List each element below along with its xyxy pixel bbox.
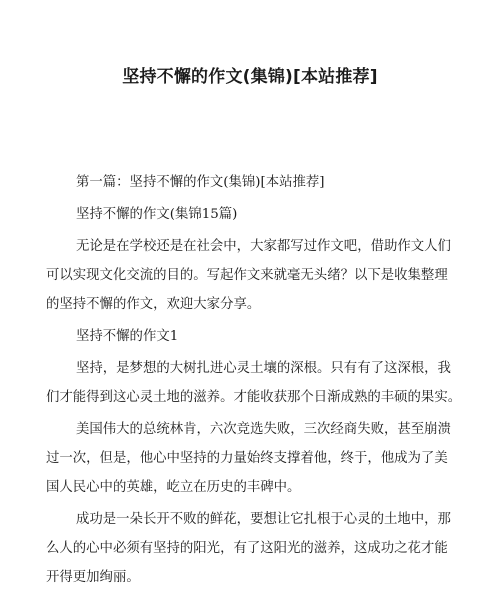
paragraph-line: 坚持，是梦想的大树扎进心灵土壤的深根。只有有了这深根，我 (76, 361, 451, 376)
subtitle: 坚持不懈的作文(集锦15篇) (76, 207, 238, 222)
paragraph-line: 国人民心中的英雄，屹立在历史的丰碑中。 (46, 480, 301, 495)
paragraph-line: 可以实现文化交流的目的。写起作文来就毫无头绪？以下是收集整理 (46, 268, 448, 283)
paragraph-line: 美国伟大的总统林肯，六次竞选失败，三次经商失败，甚至崩溃 (76, 422, 451, 437)
paragraph-line: 无论是在学校还是在社会中，大家都写过作文吧，借助作文人们 (76, 239, 451, 254)
document-body (46, 168, 464, 592)
paragraph-line: 们才能得到这心灵土地的滋养。才能收获那个日渐成熟的丰硕的果实。 (46, 390, 462, 405)
document-title: 坚持不懈的作文(集锦)[本站推荐] (122, 67, 378, 87)
paragraph-line: 过一次，但是，他心中坚持的力量始终支撑着他，终于，他成为了美 (46, 451, 448, 466)
paragraph-line: 的坚持不懈的作文，欢迎大家分享。 (46, 297, 261, 312)
essay-heading: 坚持不懈的作文1 (76, 329, 179, 344)
paragraph-line: 么人的心中必须有坚持的阳光，有了这阳光的滋养，这成功之花才能 (46, 541, 448, 556)
section-heading: 第一篇：坚持不懈的作文(集锦)[本站推荐] (76, 175, 325, 190)
paragraph-line: 开得更加绚丽。 (46, 570, 140, 585)
paragraph-line: 成功是一朵长开不败的鲜花，要想让它扎根于心灵的土地中，那 (76, 512, 451, 527)
